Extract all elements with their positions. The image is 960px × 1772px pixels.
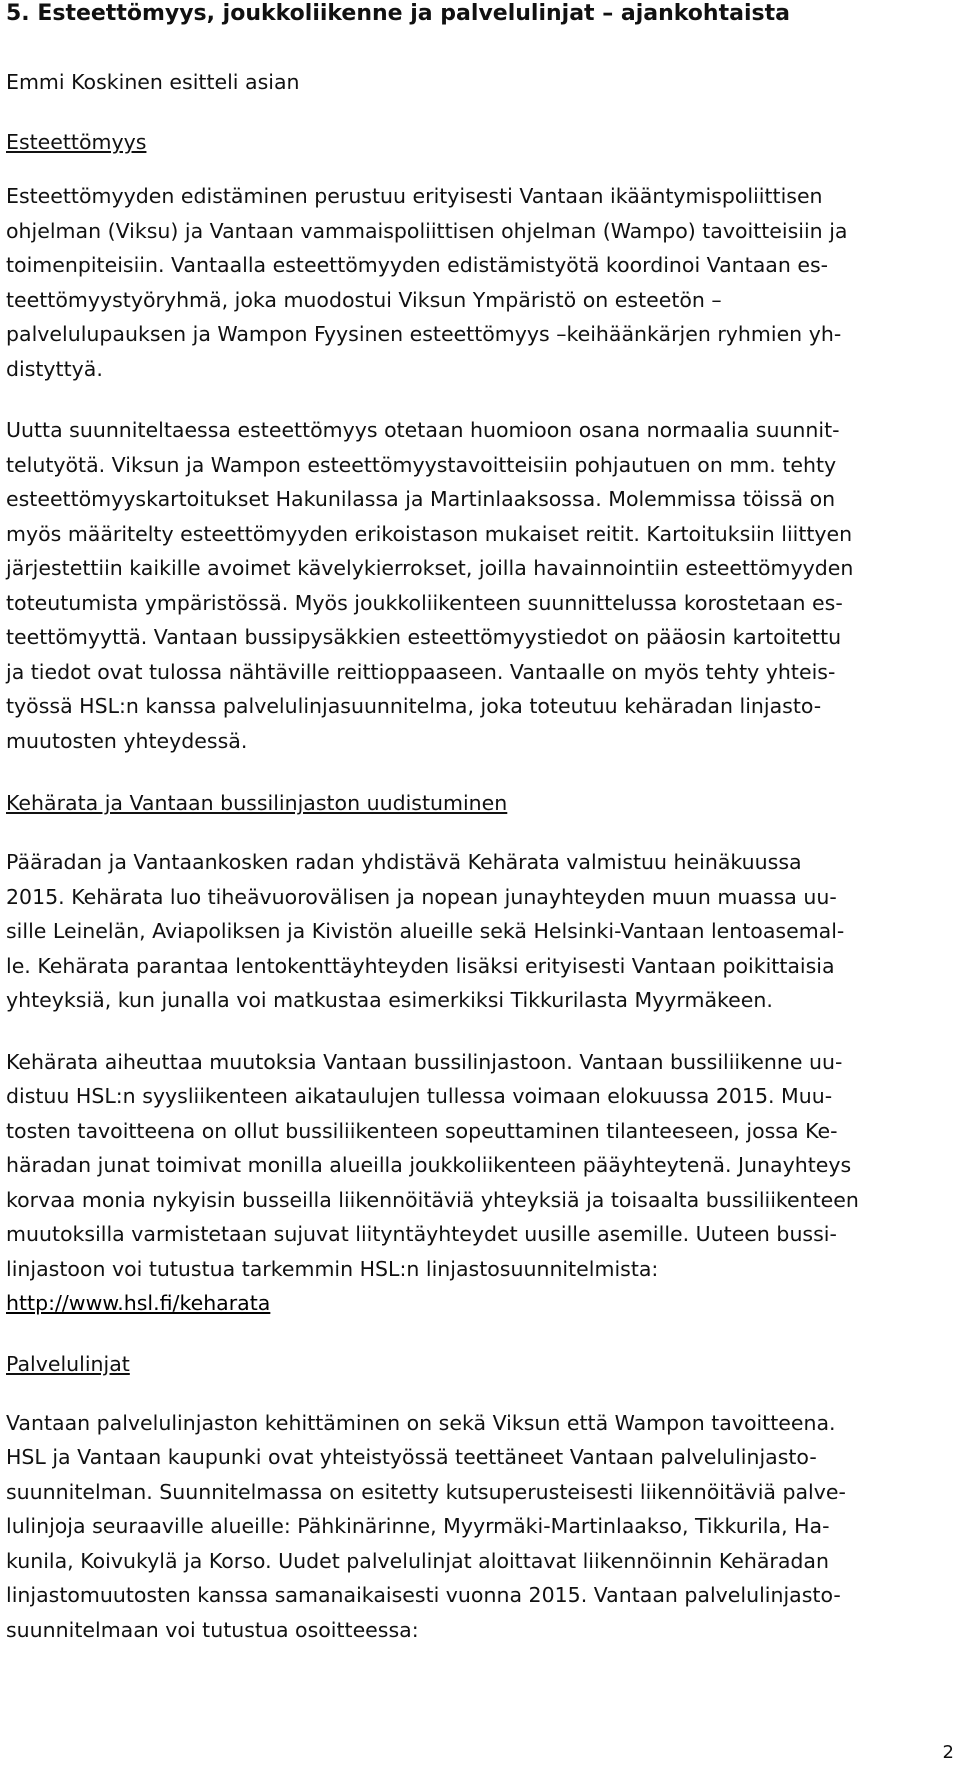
- paragraph: Esteettömyyden edistäminen perustuu erityisesti Vantaan ikääntymispoliittisen ohjelman (Viksu) ja Vantaan vammaispoliittisen ohjelman (Wampo) tavoitteisiin ja toimenpiteisiin. Vantaalla esteettömyyden edistämistyötä koordinoi Vantaan es- teettömyystyöryhmä, joka muodostui Viksun Ympäristö on esteetön – palvelulupauksen ja Wampon Fyysinen esteettömyys –keihäänkärjen ryhmien yh- distyttyä.: [6, 184, 848, 381]
- section-title-esteettomyys: Esteettömyys: [6, 130, 147, 154]
- paragraph: Kehärata aiheuttaa muutoksia Vantaan bussilinjastoon. Vantaan bussiliikenne uu- distuu HSL:n syysliikenteen aikataulujen tullessa voimaan elokuussa 2015. Muu- tosten tavoitteena on ollut bussiliikenteen sopeuttaminen tilanteeseen, jossa Ke- häradan junat toimivat monilla alueilla joukkoliikenteen pääyhteytenä. Junayhteys korvaa monia nykyisin busseilla liikennöitäviä yhteyksiä ja toisaalta bussiliikenteen muutoksilla varmistetaan sujuvat liityntäyhteydet uusille asemille. Uuteen bussi- linjastoon voi tutustua tarkemmin HSL:n linjastosuunnitelmista:: [6, 1049, 859, 1281]
- paragraph: Uutta suunniteltaessa esteettömyys otetaan huomioon osana normaalia suunnit- telutyötä. Viksun ja Wampon esteettömyystavoitteisiin pohjautuen on mm. tehty esteettömyyskartoitukset Hakunilassa ja Martinlaaksossa. Molemmissa töissä on myös määritelty esteettömyyden erikoistason mukaiset reitit. Kartoituksiin liittyen järjestettiin kaikille avoimet kävelykierrokset, joilla havainnointiin esteettömyyden toteutumista ympäristössä. Myös joukkoliikenteen suunnittelussa korostetaan es- teettömyyttä. Vantaan bussipysäkkien esteettömyystiedot on pääosin kartoitettu ja tiedot ovat tulossa nähtäville reittioppaaseen. Vantaalle on myös tehty yhteis- työssä HSL:n kanssa palvelulinjasuunnitelma, joka toteutuu kehäradan linjasto- muutosten yhteydessä.: [6, 418, 854, 753]
- section-title-palvelulinjat: Palvelulinjat: [6, 1351, 130, 1376]
- agenda-item-heading: 5. Esteettömyys, joukkoliikenne ja palvelulinjat – ajankohtaista: [6, 1, 790, 26]
- presenter-line: Emmi Koskinen esitteli asian: [6, 70, 300, 94]
- paragraph: Vantaan palvelulinjaston kehittäminen on sekä Viksun että Wampon tavoitteena. HSL ja Vantaan kaupunki ovat yhteistyössä teettäneet Vantaan palvelulinjasto- suunnitelman. Suunnitelmassa on esitetty kutsuperusteisesti liikennöitäviä palve- lulinjoja seuraaville alueille: Pähkinärinne, Myyrmäki-Martinlaakso, Tikkurila, Ha- kunila, Koivukylä ja Korso. Uudet palvelulinjat aloittavat liikennöinnin Kehäradan linjastomuutosten kanssa samanaikaisesti vuonna 2015. Vantaan palvelulinjasto- suunnitelmaan voi tutustua osoitteessa:: [6, 1410, 846, 1642]
- paragraph: Pääradan ja Vantaankosken radan yhdistävä Kehärata valmistuu heinäkuussa 2015. Kehärata luo tiheävuorovälisen ja nopean junayhteyden muun muassa uu- sille Leinelän, Aviapoliksen ja Kivistön alueille sekä Helsinki-Vantaan lentoasemal- le. Kehärata parantaa lentokenttäyhteyden lisäksi erityisesti Vantaan poikittaisia yhteyksiä, kun junalla voi matkustaa esimerkiksi Tikkurilasta Myyrmäkeen.: [6, 850, 845, 1012]
- section-title-keharata: Kehärata ja Vantaan bussilinjaston uudistuminen: [6, 791, 508, 815]
- document-page: [6, 0, 956, 1647]
- hsl-keharata-link[interactable]: http://www.hsl.fi/keharata: [6, 1291, 271, 1315]
- page-number: 2: [942, 1742, 954, 1763]
